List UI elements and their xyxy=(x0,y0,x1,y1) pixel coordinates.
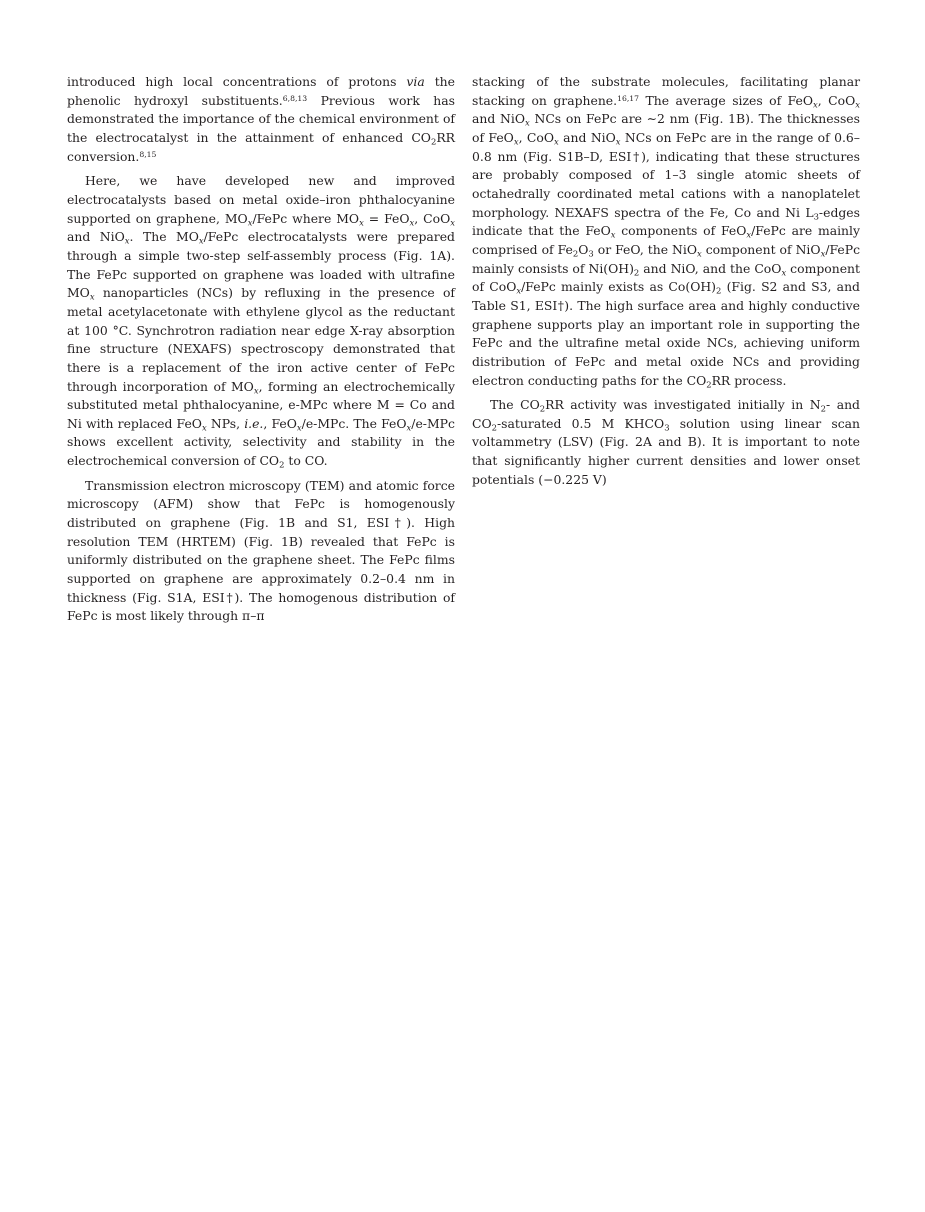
text-run: The average sizes of FeO xyxy=(639,92,814,108)
text-run: Here, we have developed new and improved electrocatalysts based on metal oxide–iron phthalocyanine supported on graphene, MO xyxy=(67,173,455,226)
subscript-variable: x xyxy=(513,136,519,147)
text-run: /FePc mainly consists of Ni(OH) xyxy=(472,241,861,276)
subscript-variable: x xyxy=(89,291,95,302)
text-run: the phenolic hydroxyl substituents. xyxy=(67,74,455,108)
text-run: /FePc electrocatalysts were prepared through a simple two-step self-assembly process (Fig. 1A). The FePc supported on graphene was loaded with ultrafine MO xyxy=(67,229,455,301)
text-run: to CO. xyxy=(284,453,328,469)
text-run: and NiO xyxy=(558,129,616,145)
text-run: /e-MPc. The FeO xyxy=(301,415,407,431)
text-run: component of NiO xyxy=(701,241,821,257)
subscript: 2 xyxy=(633,266,640,277)
paragraph xyxy=(472,396,860,489)
text-run: NPs, xyxy=(206,415,245,431)
text-run: /e-MPc shows excellent activity, selectivity and stability in the electrochemical conversion of CO xyxy=(67,415,455,469)
citation-superscript[interactable]: 6,8,13 xyxy=(282,93,308,103)
paragraph xyxy=(67,172,455,471)
subscript: 2 xyxy=(572,248,579,259)
text-run: (Fig. S2 and S3, and Table S1, ESI†). The high surface area and highly conductive graphene supports play an important role in supporting the FePc and the ultrafine metal oxide NCs, achieving uniform distribution of FePc and metal oxide NCs and providing electron conducting paths for the CO xyxy=(472,279,860,388)
text-run: components of FeO xyxy=(615,223,747,239)
text-run: , CoO xyxy=(414,210,451,226)
text-run: and NiO xyxy=(472,111,525,127)
subscript-variable: x xyxy=(813,99,818,110)
text-run: NCs on FePc are ∼2 nm (Fig. 1B). The thicknesses of FeO xyxy=(472,111,861,145)
subscript: 2 xyxy=(706,378,712,389)
subscript: 2 xyxy=(430,136,437,147)
text-run: . The MO xyxy=(129,229,199,245)
subscript-variable: x xyxy=(697,248,702,259)
text-run: O xyxy=(578,241,589,257)
text-run: /FePc where MO xyxy=(252,210,360,226)
subscript-variable: x xyxy=(124,235,130,246)
subscript-variable: x xyxy=(820,248,826,259)
text-run: solution using linear scan voltammetry (LSV) (Fig. 2A and B). It is important to note that significantly higher current densities and lower onset potentials (−0.225 V) xyxy=(472,415,861,487)
subscript: 3 xyxy=(588,248,594,259)
text-run: , CoO xyxy=(518,129,555,145)
text-run: - and CO xyxy=(472,397,860,431)
text-run: RR process. xyxy=(711,372,787,388)
italic-text: i.e. xyxy=(244,415,264,431)
paragraph xyxy=(67,73,455,166)
text-run: , CoO xyxy=(817,92,856,108)
text-run: , FeO xyxy=(263,415,297,431)
subscript-variable: x xyxy=(406,422,412,433)
text-run: or FeO, the NiO xyxy=(593,241,697,257)
text-run: RR activity was investigated initially in N xyxy=(545,397,821,413)
paragraph xyxy=(472,73,860,390)
text-run: component of CoO xyxy=(472,260,860,295)
subscript-variable: x xyxy=(855,99,860,110)
text-run: and NiO, and the CoO xyxy=(639,260,782,276)
left-text-column xyxy=(67,73,455,626)
text-run: /FePc are mainly comprised of Fe xyxy=(472,223,861,257)
subscript-variable: x xyxy=(296,422,302,433)
text-run: -edges indicate that the FeO xyxy=(472,204,860,239)
text-run: NCs on FePc are in the range of 0.6–0.8 nm (Fig. S1B–D, ESI†), indicating that these structures are probably composed of 1–3 single atomic sheets of octahedrally coordinated metal cations with a nanoplatelet morphology. NEXAFS spectra of the Fe, Co and Ni L xyxy=(472,129,860,220)
text-run: Previous work has demonstrated the importance of the chemical environment of the electrocatalyst in the attainment of enhanced CO xyxy=(67,92,455,145)
subscript-variable: x xyxy=(746,229,752,240)
subscript: 2 xyxy=(279,459,285,470)
subscript-variable: x xyxy=(450,216,455,227)
text-run: = FeO xyxy=(363,210,410,226)
subscript: 2 xyxy=(716,285,722,296)
subscript-variable: x xyxy=(781,266,787,277)
text-run: introduced high local concentrations of protons xyxy=(67,74,407,89)
subscript-variable: x xyxy=(516,285,522,296)
subscript: 2 xyxy=(539,403,546,414)
subscript-variable: x xyxy=(615,136,621,147)
text-run: /FePc mainly exists as Co(OH) xyxy=(521,279,717,295)
subscript: 2 xyxy=(491,422,497,433)
text-run: stacking of the substrate molecules, facilitating planar stacking on graphene. xyxy=(472,74,860,108)
subscript: 3 xyxy=(813,210,819,221)
subscript-variable: x xyxy=(253,384,259,395)
subscript-variable: x xyxy=(610,229,616,240)
text-run: nanoparticles (NCs) by refluxing in the presence of metal acetylacetonate with ethylene glycol as the reductant at 100 °C. Synchrotron radiation near edge X-ray absorption fine structure (NEXAFS) spectroscopy demonstrated that there is a replacement of the iron active center of FePc through incorporation of MO xyxy=(67,285,455,394)
subscript-variable: x xyxy=(525,117,530,128)
subscript-variable: x xyxy=(198,235,204,246)
citation-superscript[interactable]: 8,15 xyxy=(139,149,157,159)
text-run: and NiO xyxy=(67,229,125,245)
subscript-variable: x xyxy=(554,136,559,147)
text-run: RR conversion. xyxy=(67,129,455,164)
subscript-variable: x xyxy=(201,422,207,433)
subscript-variable: x xyxy=(359,216,364,227)
subscript: 2 xyxy=(820,403,826,414)
italic-text: via xyxy=(406,74,425,89)
subscript-variable: x xyxy=(409,216,415,227)
text-run: -saturated 0.5 M KHCO xyxy=(497,415,665,431)
paragraph: Transmission electron microscopy (TEM) and atomic force microscopy (AFM) show that FePc is homogenously distributed on graphene (Fig. 1B and S1, ESI†). High resolution TEM (HRTEM) (Fig. 1B) revealed that FePc is uniformly distributed on the graphene sheet. The FePc films supported on graphene are approximately 0.2–0.4 nm in thickness (Fig. S1A, ESI†). The homogenous distribution of FePc is most likely through π–π xyxy=(67,477,455,624)
text-run: The CO xyxy=(490,397,540,413)
subscript: 3 xyxy=(664,422,670,433)
text-run: , forming an electrochemically substituted metal phthalocyanine, e-MPc where M = Co and Ni with replaced FeO xyxy=(67,378,455,431)
subscript-variable: x xyxy=(247,216,253,227)
citation-superscript[interactable]: 16,17 xyxy=(617,93,640,103)
right-text-column xyxy=(472,73,860,489)
